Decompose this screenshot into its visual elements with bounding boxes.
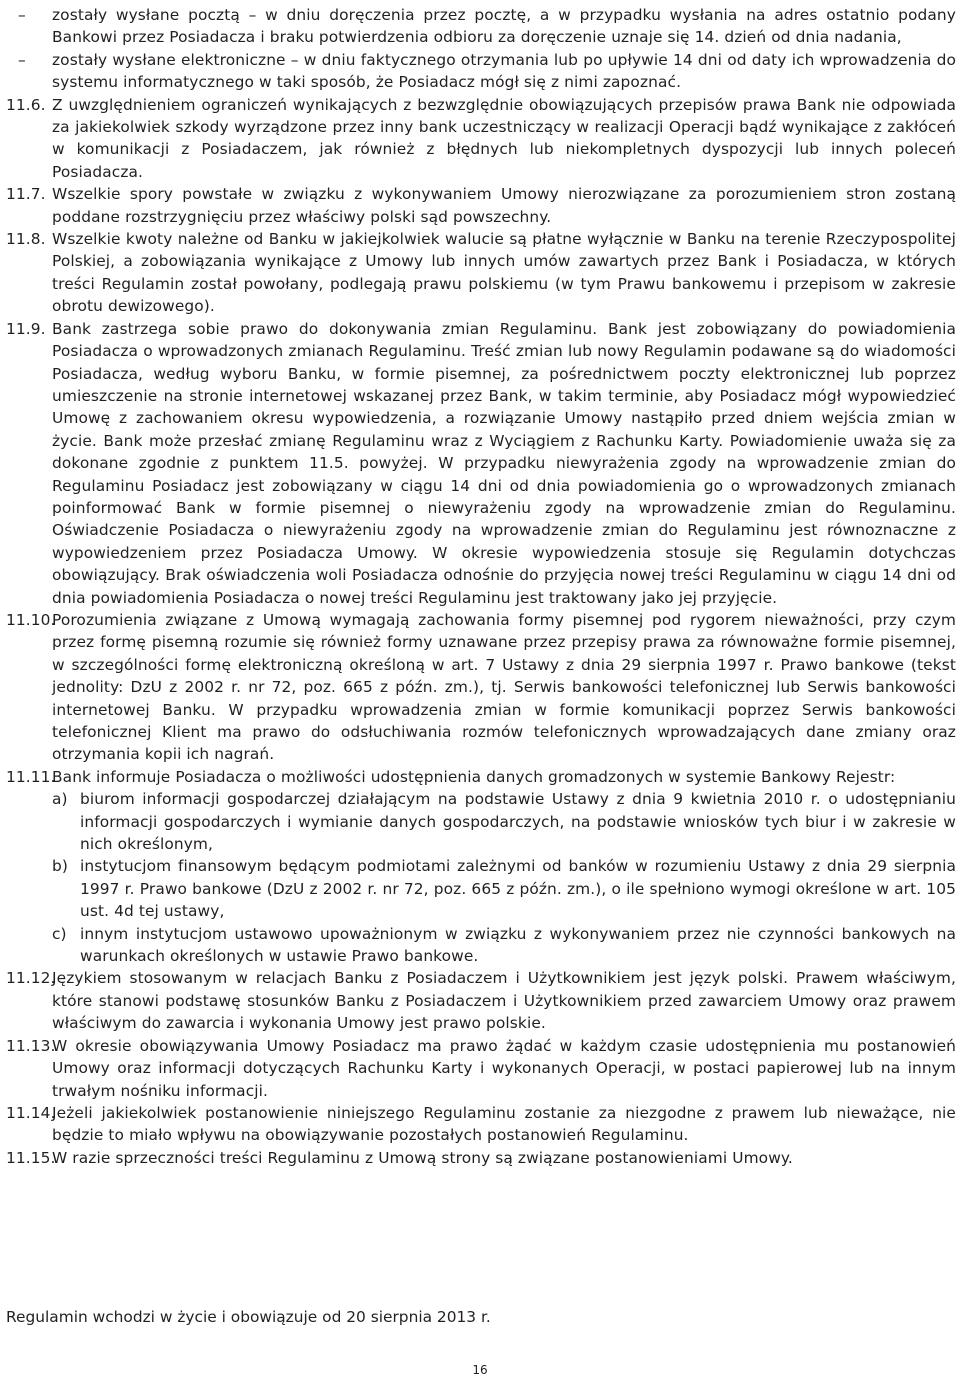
section-11-8 [6,228,956,318]
section-text: W razie sprzeczności treści Regulaminu z Umową strony są związane postanowieniami Umowy. [52,1148,793,1167]
section-text: W okresie obowiązywania Umowy Posiadacz ma prawo żądać w każdym czasie udostępnienia mu postanowień Umowy oraz informacji dotyczących Rachunku Karty i wykonanych Operacji, w postaci papierowej lub na innym trwałym nośniku informacji. [52,1036,956,1100]
sub-item-text: biurom informacji gospodarczej działającym na podstawie Ustawy z dnia 9 kwietnia 2010 r. o udostępnianiu informacji gospodarczych i wymianie danych gospodarczych, na podstawie wniosków tych biur i w zakresie w nich określonym, [80,790,956,854]
section-number: 11.6. [6,95,46,114]
section-number: 11.12. [6,969,56,988]
section-text: Bank informuje Posiadacza o możliwości udostępnienia danych gromadzonych w systemie Bankowy Rejestr: [52,767,896,786]
dash-item-text: zostały wysłane elektroniczne – w dniu faktycznego otrzymania lub po upływie 14 dni od daty ich wprowadzenia do systemu informatycznego w taki sposób, że Posiadacz mógł się z nimi zapoznać. [52,50,956,92]
section-number: 11.7. [6,185,46,204]
section-text: Wszelkie spory powstałe w związku z wykonywaniem Umowy nierozwiązane za porozumieniem stron zostaną poddane rozstrzygnięciu przez właściwy polski sąd powszechny. [52,185,956,226]
section-text: Jeżeli jakiekolwiek postanowienie niniejszego Regulaminu zostanie za niezgodne z prawem lub nieważące, nie będzie to miało wpływu na obowiązywanie pozostałych postanowień Regulaminu. [52,1103,956,1145]
dash-list-item [6,49,956,94]
section-number: 11.10. [6,610,56,629]
section-text: Wszelkie kwoty należne od Banku w jakiejkolwiek walucie są płatne wyłącznie w Banku na terenie Rzeczypospolitej Polskiej, a zobowiązania wynikające z Umowy lub innych umów zawartych przez Bank i Posiadacza, w których treści Regulamin został powołany, podlegają prawu polskiemu (w tym Prawu bankowemu i przepisom w zakresie obrotu dewizowego). [52,230,956,316]
section-11-15 [6,1147,956,1169]
section-number: 11.15. [6,1148,56,1167]
page-number: 16 [472,1363,488,1377]
section-11-6 [6,94,956,184]
dash-bullet: – [18,6,26,24]
sub-item-text: innym instytucjom ustawowo upoważnionym w związku z wykonywaniem przez nie czynności bankowych na warunkach określonych w ustawie Prawo bankowe. [80,924,956,966]
regulations-text [6,4,956,1169]
section-11-10 [6,609,956,766]
section-11-7 [6,183,956,228]
section-number: 11.14. [6,1103,56,1122]
section-number: 11.9. [6,319,46,338]
section-text: Porozumienia związane z Umową wymagają zachowania formy pisemnej pod rygorem nieważności, przy czym przez formę pisemną rozumie się również formy uznawane przez przepisy prawa za równoważne formie pisemnej, w szczególności formę elektroniczną określoną w art. 7 Ustawy z dnia 29 sierpnia 1997 r. Prawo bankowe (tekst jednolity: DzU z 2002 r. nr 72, poz. 665 z późn. zm.), tj. Serwis bankowości telefonicznej lub Serwis bankowości internetowej Banku. W przypadku wprowadzenia zmian w formie komunikacji poprzez Serwis bankowości telefonicznej Klient ma prawo do odsłuchiwania rozmów telefonicznych wprowadzających dane zmiany oraz otrzymania kopii ich nagrań. [52,610,956,764]
section-number: 11.11. [6,767,56,786]
sub-item-c [52,923,956,968]
section-11-12 [6,967,956,1034]
sub-item-a [52,788,956,855]
dash-list-item [6,4,956,49]
section-text: Bank zastrzega sobie prawo do dokonywania zmian Regulaminu. Bank jest zobowiązany do powiadomienia Posiadacza o wprowadzonych zmianach Regulaminu. Treść zmian lub nowy Regulamin podawane są do wiadomości Posiadacza, według wyboru Banku, w formie pisemnej, za pośrednictwem poczty elektronicznej lub poprzez umieszczenie na stronie internetowej wskazanej przez Bank, w takim terminie, aby Posiadacz mógł wypowiedzieć Umowę z zachowaniem okresu wypowiedzenia, a rozwiązanie Umowy nastąpiło przed dniem wejścia zmian w życie. Bank może przesłać zmianę Regulaminu wraz z Wyciągiem z Rachunku Karty. Powiadomienie uważa się za dokonane zgodnie z punktem 11.5. powyżej. W przypadku niewyrażenia zgody na wprowadzenie zmian do Regulaminu Posiadacz jest zobowiązany w ciągu 14 dni od dnia powiadomienia go o wprowadzonych zmianach poinformować Bank w formie pisemnej o niewyrażeniu zgody na wprowadzenie zmian do Regulaminu. Oświadczenie Posiadacza o niewyrażeniu zgody na wprowadzenie zmian do Regulaminu jest równoznaczne z wypowiedzeniem przez Posiadacza Umowy. W okresie wypowiedzenia stosuje się Regulamin dotychczas obowiązujący. Brak oświadczenia woli Posiadacza odnośnie do przyjęcia nowej treści Regulaminu w ciągu 14 dni od dnia powiadomienia Posiadacza o nowej treści Regulaminu jest traktowany jako jej przyjęcie. [52,319,956,607]
section-11-14 [6,1102,956,1147]
section-text: Językiem stosowanym w relacjach Banku z Posiadaczem i Użytkownikiem jest język polski. Prawem właściwym, które stanowi podstawę stosunków Banku z Posiadaczem i Użytkownikiem przed zawarciem Umowy oraz prawem właściwym do zawarcia i wykonania Umowy jest prawo polskie. [52,969,956,1033]
dash-item-text: zostały wysłane pocztą – w dniu doręczenia przez pocztę, a w przypadku wysłania na adres ostatnio podany Bankowi przez Posiadacza i braku potwierdzenia odbioru za doręczenie uznaje się 14. dzień od dnia nadania, [52,6,956,47]
sub-item-b [52,855,956,922]
effective-date-statement: Regulamin wchodzi w życie i obowiązuje od 20 sierpnia 2013 r. [6,1308,491,1326]
dash-bullet: – [18,50,26,69]
section-body [52,766,956,968]
sub-item-letter: b) [52,857,68,876]
section-text: Z uwzględnieniem ograniczeń wynikających z bezwzględnie obowiązujących przepisów prawa Bank nie odpowiada za jakiekolwiek szkody wyrządzone przez inny bank uczestniczący w realizacji Operacji bądź wynikające z zakłóceń w komunikacji z Posiadaczem, jak również z błędnych lub niekompletnych dyspozycji lub innych poleceń Posiadacza. [52,95,956,181]
section-11-9 [6,318,956,609]
section-number: 11.8. [6,230,46,249]
sub-item-text: instytucjom finansowym będącym podmiotami zależnymi od banków w rozumieniu Ustawy z dnia 29 sierpnia 1997 r. Prawo bankowe (DzU z 2002 r. nr 72, poz. 665 z późn. zm.), o ile spełniono wymogi określone w art. 105 ust. 4d tej ustawy, [80,857,956,921]
section-11-13 [6,1035,956,1102]
section-number: 11.13. [6,1036,56,1055]
sub-item-letter: a) [52,790,68,809]
section-11-11 [6,766,956,968]
sub-item-letter: c) [52,924,67,943]
